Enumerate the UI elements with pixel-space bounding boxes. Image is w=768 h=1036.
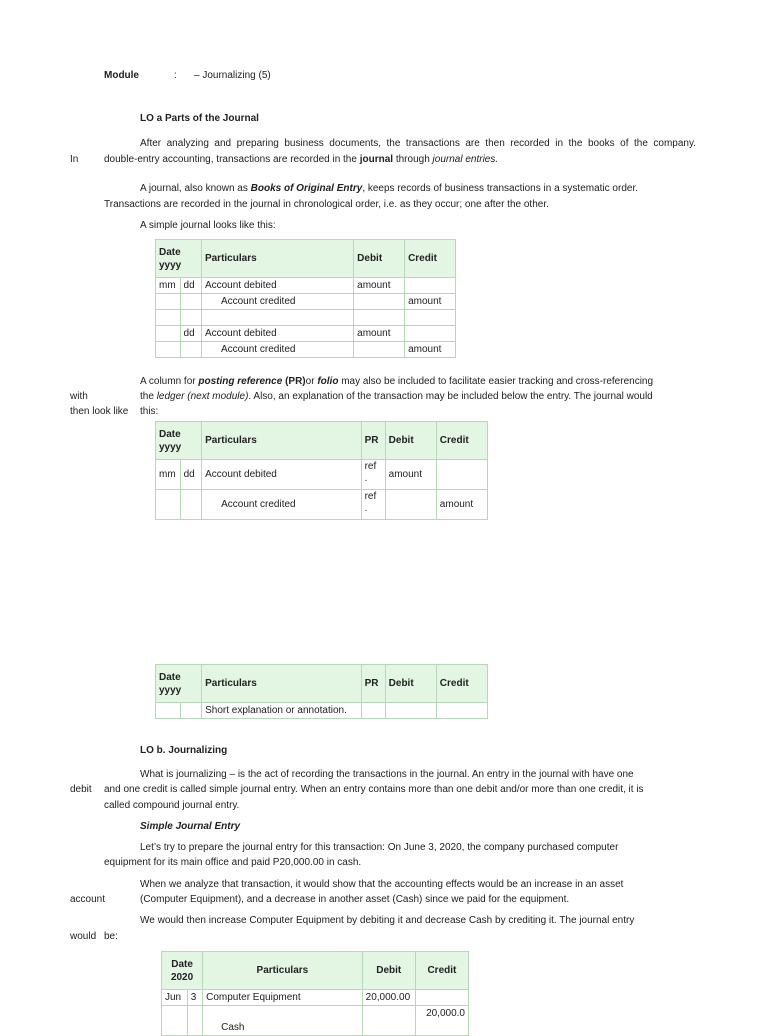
- lo-b-p4-line2a: would: [70, 931, 97, 942]
- table-row: mm dd Account debited ref . amount: [156, 460, 488, 490]
- header-credit: Credit: [436, 665, 487, 703]
- lo-b-p1-line2: and one credit is called simple journal entry. When an entry contains more than one debit and/or more than one credit, it is: [104, 784, 644, 795]
- lo-a-p3: A simple journal looks like this:: [140, 220, 276, 231]
- journal-table-with-pr: [155, 421, 488, 520]
- lo-a-p2-line2: Transactions are recorded in the journal in chronological order, i.e. as they occur; one after the other.: [104, 199, 549, 210]
- lo-b-p2-line1: Let’s try to prepare the journal entry for this transaction: On June 3, 2020, the company purchased computer: [140, 842, 619, 853]
- module-colon: :: [174, 70, 177, 81]
- lo-b-p2-line2: equipment for its main office and paid P20,000.00 in cash.: [104, 857, 362, 868]
- lo-a-heading: LO a Parts of the Journal: [140, 113, 259, 124]
- lo-a-p4-line2: the ledger (next module). Also, an explanation of the transaction may be included below the entry. The journal would: [140, 391, 653, 402]
- lo-b-heading: LO b. Journalizing: [140, 745, 228, 756]
- lo-b-p4-line1: We would then increase Computer Equipment by debiting it and decrease Cash by crediting it. The journal entry: [140, 915, 635, 926]
- lo-b-p3-line1: When we analyze that transaction, it would show that the accounting effects would be an increase in an asset: [140, 879, 624, 890]
- journal-table-example: [161, 951, 469, 1036]
- header-debit: Debit: [385, 665, 436, 703]
- lo-a-p1-in: In: [70, 154, 79, 165]
- lo-b-p4-line2b: be:: [104, 931, 118, 942]
- header-date: Date yyyy: [156, 240, 202, 278]
- lo-a-p4-line1: A column for posting reference (PR)or folio may also be included to facilitate easier tracking and cross-referencing: [140, 376, 654, 387]
- table-row: Account credited amount: [156, 294, 456, 310]
- header-date: Date 2020: [162, 952, 203, 990]
- lo-b-subheading: Simple Journal Entry: [140, 821, 241, 832]
- table-row: Jun 3 Computer Equipment 20,000.00: [162, 990, 469, 1006]
- header-particulars: Particulars: [201, 240, 353, 278]
- header-date: Date yyyy: [156, 665, 202, 703]
- table-row: Short explanation or annotation.: [156, 703, 488, 719]
- header-credit: Credit: [415, 952, 468, 990]
- table-row: Cash 20,000.0: [162, 1006, 469, 1036]
- lo-a-p1-line2: double-entry accounting, transactions are recorded in the journal through journal entries.: [104, 154, 499, 165]
- header-pr: PR: [361, 665, 385, 703]
- module-label: Module: [104, 70, 139, 81]
- table-row: [156, 310, 456, 326]
- lo-a-p4-line3b: this:: [140, 406, 159, 417]
- journal-table-simple: [155, 239, 456, 358]
- table-row: Account credited amount: [156, 342, 456, 358]
- header-credit: Credit: [405, 240, 456, 278]
- lo-a-p1-line1: After analyzing and preparing business documents, the transactions are then recorded in the books of the company.: [140, 138, 696, 149]
- table-row: Account credited ref . amount: [156, 490, 488, 520]
- table-row: dd Account debited amount: [156, 326, 456, 342]
- header-debit: Debit: [385, 422, 436, 460]
- header-debit: Debit: [362, 952, 415, 990]
- lo-b-p1-debit: debit: [70, 784, 92, 795]
- header-particulars: Particulars: [203, 952, 363, 990]
- module-title: – Journalizing (5): [194, 70, 271, 81]
- lo-a-p4-line3a: then look like: [70, 406, 129, 417]
- header-particulars: Particulars: [202, 422, 361, 460]
- lo-b-p3-account: account: [70, 894, 106, 905]
- lo-a-p4-with: with: [70, 391, 88, 402]
- header-debit: Debit: [354, 240, 405, 278]
- table-row: mm dd Account debited amount: [156, 278, 456, 294]
- lo-b-p1-line3: called compound journal entry.: [104, 800, 240, 811]
- lo-b-p1-line1: What is journalizing – is the act of recording the transactions in the journal. An entry in the journal with have one: [140, 769, 634, 780]
- journal-table-annotation: [155, 664, 488, 719]
- header-credit: Credit: [436, 422, 487, 460]
- header-particulars: Particulars: [202, 665, 361, 703]
- lo-b-p3-line2: (Computer Equipment), and a decrease in another asset (Cash) since we paid for the equipment.: [140, 894, 570, 905]
- lo-a-p2-line1: A journal, also known as Books of Original Entry, keeps records of business transactions in a systematic order.: [140, 183, 638, 194]
- header-pr: PR: [361, 422, 385, 460]
- header-date: Date yyyy: [156, 422, 202, 460]
